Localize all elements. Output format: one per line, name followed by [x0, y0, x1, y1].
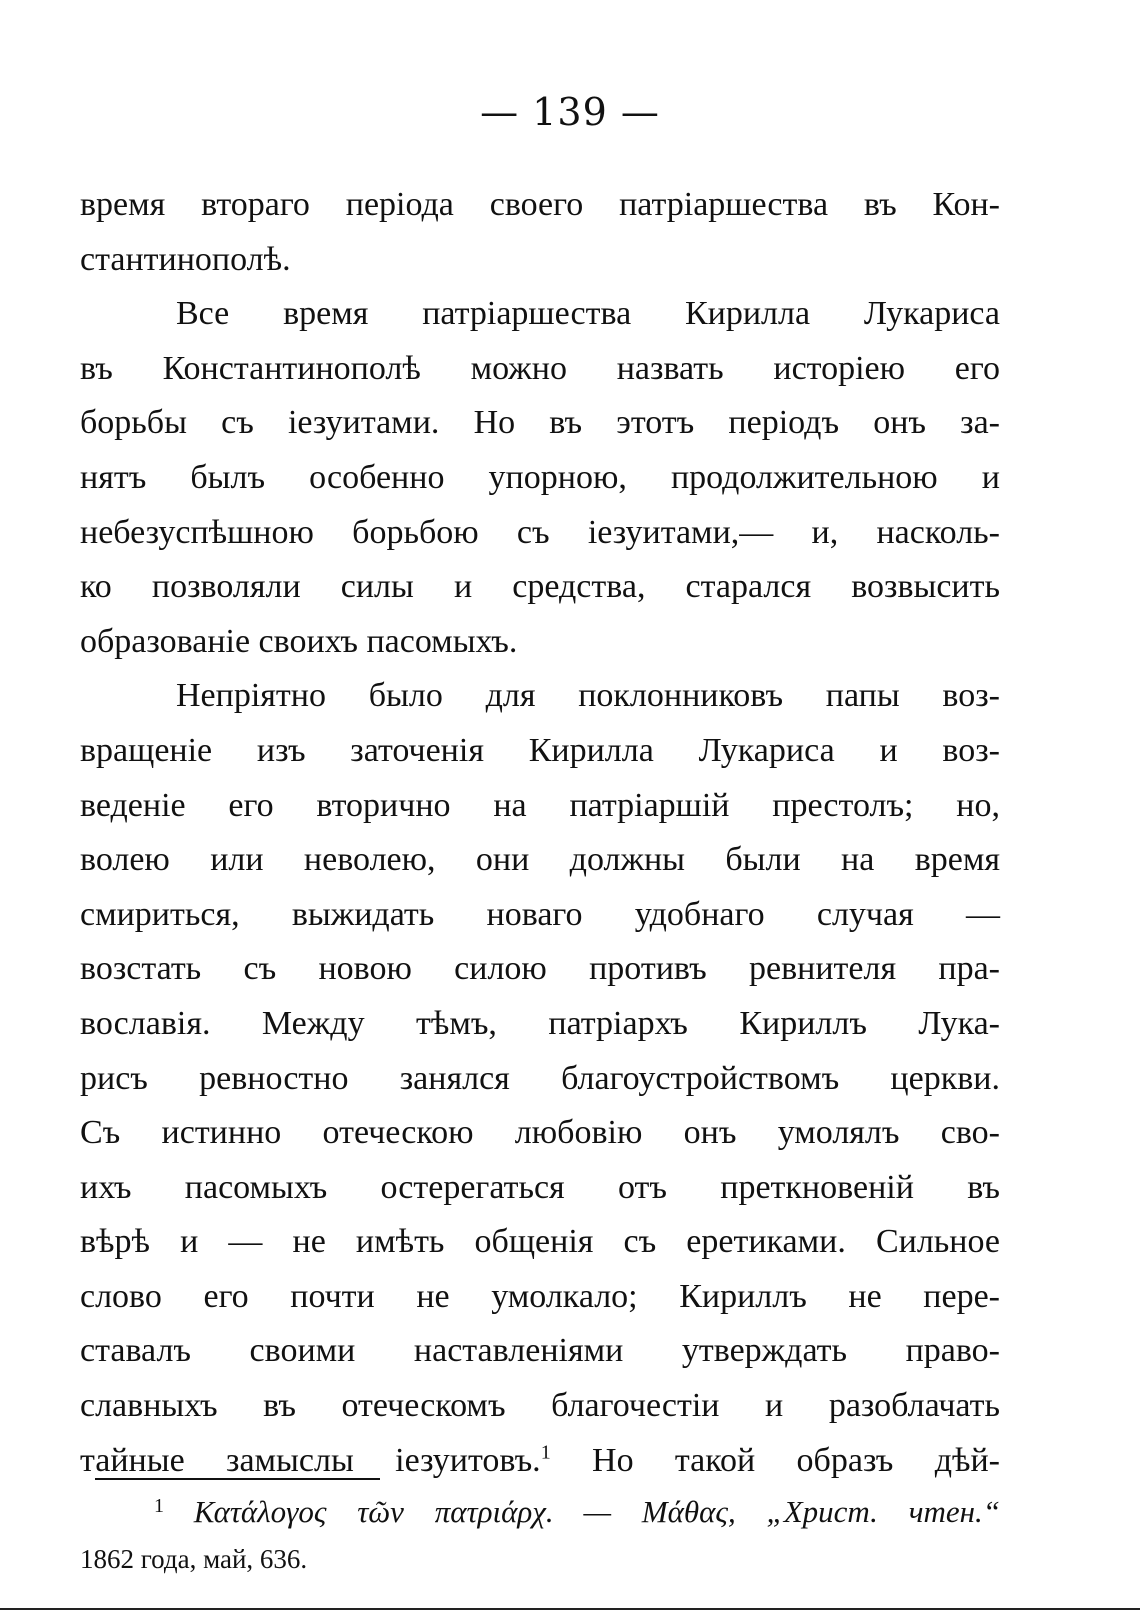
body-text: [80, 178, 1000, 1488]
text-line: волею или неволею, они должны были на время: [80, 841, 1000, 879]
text-line: вославія. Между тѣмъ, патріархъ Кириллъ Лука-: [80, 1004, 1000, 1042]
text-line: небезуспѣшною борьбою съ іезуитами,— и, насколь-: [80, 513, 1000, 551]
text-line: ко позволяли силы и средства, старался возвысить: [80, 568, 1000, 606]
text-line: время вторaго періода своего патріаршества въ Кон-: [80, 186, 1000, 223]
text-line: нятъ былъ особенно упорною, продолжительною и: [80, 458, 1000, 496]
text-line: вращеніе изъ заточенія Кирилла Лукариса и воз-: [80, 731, 1000, 769]
text-line: стантинополѣ.: [80, 240, 291, 278]
footnote-line-1: [80, 1494, 1000, 1530]
text-line: ставалъ своими наставленіями утверждать право-: [80, 1332, 1000, 1370]
footnote-marker: 1: [154, 1495, 164, 1517]
footnote-rule: [95, 1478, 380, 1480]
text-line: ихъ пасомыхъ остерегаться отъ преткновеній въ: [80, 1168, 1000, 1206]
text-line: славныхъ въ отеческомъ благочестіи и разоблачать: [80, 1387, 1000, 1425]
text-line: въ Константинополѣ можно назвать исторіею его: [80, 349, 1000, 387]
footnote-source: — Μάθας, „Христ. чтен.“: [583, 1494, 1001, 1529]
text-line: Съ истинно отеческою любовію онъ умолялъ сво-: [80, 1114, 1000, 1152]
text-line: вѣрѣ и — не имѣть общенія съ еретиками. Сильное: [80, 1223, 1000, 1261]
text-line: слово его почти не умолкало; Кириллъ не пере-: [80, 1277, 1000, 1315]
footnote-line-2: 1862 года, май, 636.: [80, 1544, 308, 1574]
text-line: возстать съ новою силою противъ ревнителя пра-: [80, 950, 1000, 988]
text-line: веденіе его вторично на патріаршій престолъ; но,: [80, 786, 1000, 824]
text-line: Все время патріаршества Кирилла Лукариса: [176, 295, 1000, 333]
footnote-ref: 1: [540, 1441, 551, 1464]
text-line: борьбы съ іезуитами. Но въ этотъ періодъ онъ за-: [80, 404, 1000, 442]
text-line: рисъ ревностно занялся благоустройствомъ церкви.: [80, 1059, 1000, 1097]
text-line: тайные замыслы іезуитовъ.$^1$ Но такой образъ дѣй-: [80, 1441, 1000, 1479]
text-line: Непріятно было для поклонниковъ папы воз-: [176, 677, 1000, 715]
text-line: смириться, выжидать новаго удобнаго случая —: [80, 895, 1000, 933]
scan-bottom-edge: [0, 1608, 1140, 1610]
page-number: — 139 —: [480, 90, 660, 134]
footnote-greek-title: Κατάλογος τῶν πατριάρχ.: [193, 1494, 554, 1529]
text-line: образованіе своихъ пасомыхъ.: [80, 622, 518, 660]
